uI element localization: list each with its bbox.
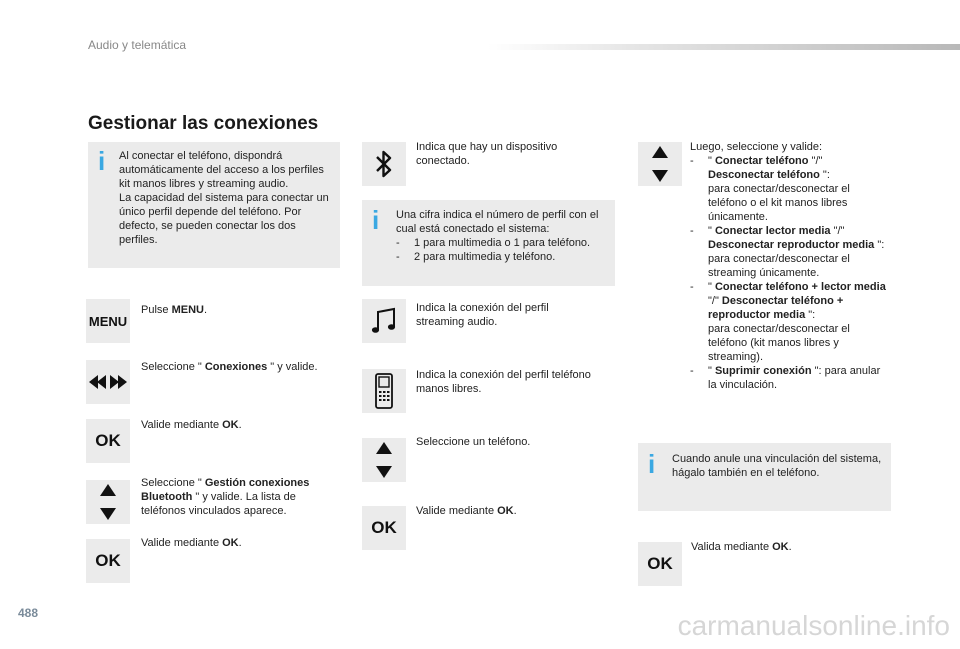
info-box-connection [88, 142, 340, 268]
bluetooth-description: Indica que hay un dispositivo conectado. [416, 141, 558, 167]
step-validate-ok: Valide mediante OK. [141, 419, 242, 431]
up-down-arrows-icon [86, 480, 130, 524]
select-phone-text: Seleccione un teléfono. [416, 436, 531, 448]
info-icon: i [98, 146, 106, 176]
up-down-arrows-icon [362, 438, 406, 482]
ok-button-icon: OK [638, 542, 682, 586]
streaming-profile-description: Indica la conexión del perfil streaming audio. [416, 302, 549, 328]
step-validate-ok-2: Valide mediante OK. [141, 537, 242, 549]
ok-button-icon: OK [86, 539, 130, 583]
up-down-arrows-icon [638, 142, 682, 186]
step-select-bluetooth-management: Seleccione " Gestión conexiones Bluetooth " y valide. La lista de teléfonos vinculados aparece. [141, 477, 310, 517]
info-icon: i [372, 205, 380, 235]
info-icon: i [648, 449, 656, 479]
music-note-icon [362, 299, 406, 343]
profile-info-text: Una cifra indica el número de perfil con el cual está conectado el sistema: - 1 para multimedia o 1 para teléfono. - 2 para multimedia y teléfono. [396, 209, 599, 263]
step-select-connections: Seleccione " Conexiones " y valide. [141, 361, 318, 373]
step-press-menu: Pulse MENU. [141, 304, 208, 316]
watermark: carmanualsonline.info [677, 610, 950, 641]
handsfree-profile-description: Indica la conexión del perfil teléfono manos libres. [416, 369, 591, 395]
unpair-info-text: Cuando anule una vinculación del sistema, hágalo también en el teléfono. [672, 453, 882, 479]
phone-icon [362, 369, 406, 413]
connection-options: Luego, seleccione y valide: - " Conectar teléfono "/" Desconectar teléfono ": para conectar/desconectar el teléfono o el kit manos libres únicamente. - " Conectar lector media "/" Desconectar reproductor media ": para conectar/desconectar el streaming únicamente. - " Conectar teléfono + lector media "/" Desconectar teléfono + reproductor media ": para conectar/desconectar el teléfono (kit manos libres y streaming). - " Suprimir conexión ": para anular la vinculación. [690, 140, 890, 392]
ok-button-icon: OK [362, 506, 406, 550]
bluetooth-icon [362, 142, 406, 186]
section-header: Audio y telemática [88, 38, 187, 52]
page-number: 488 [18, 606, 39, 620]
page-title: Gestionar las conexiones [88, 113, 319, 134]
info-box-unpair [638, 443, 891, 511]
info-text: Al conectar el teléfono, dispondrá automáticamente del acceso a los perfiles kit manos libres y streaming audio. La capacidad del sistema para conectar un único perfil depende del teléfono. Por defecto, se pueden conectar los dos perfiles. [119, 150, 329, 246]
header-bar [488, 44, 960, 50]
option-connect-media: - " Conectar lector media "/" Desconectar reproductor media ": para conectar/desconectar el streaming únicamente. [690, 225, 885, 279]
option-connect-phone-media: - " Conectar teléfono + lector media "/" Desconectar teléfono + reproductor media ": para conectar/desconectar el teléfono (kit manos libres y streaming). [690, 281, 886, 363]
option-delete-connection: - " Suprimir conexión ": para anular la vinculación. [690, 365, 881, 391]
ok-button-icon: OK [86, 419, 130, 463]
left-right-arrows-icon [86, 360, 130, 404]
menu-button-icon: MENU [86, 299, 130, 343]
option-connect-phone: - " Conectar teléfono "/" Desconectar teléfono ": para conectar/desconectar el teléfono o el kit manos libres únicamente. [690, 155, 850, 223]
validate-ok-text-3: Valida mediante OK. [691, 541, 792, 553]
info-box-profile-number [362, 200, 615, 286]
validate-ok-text: Valide mediante OK. [416, 505, 517, 517]
